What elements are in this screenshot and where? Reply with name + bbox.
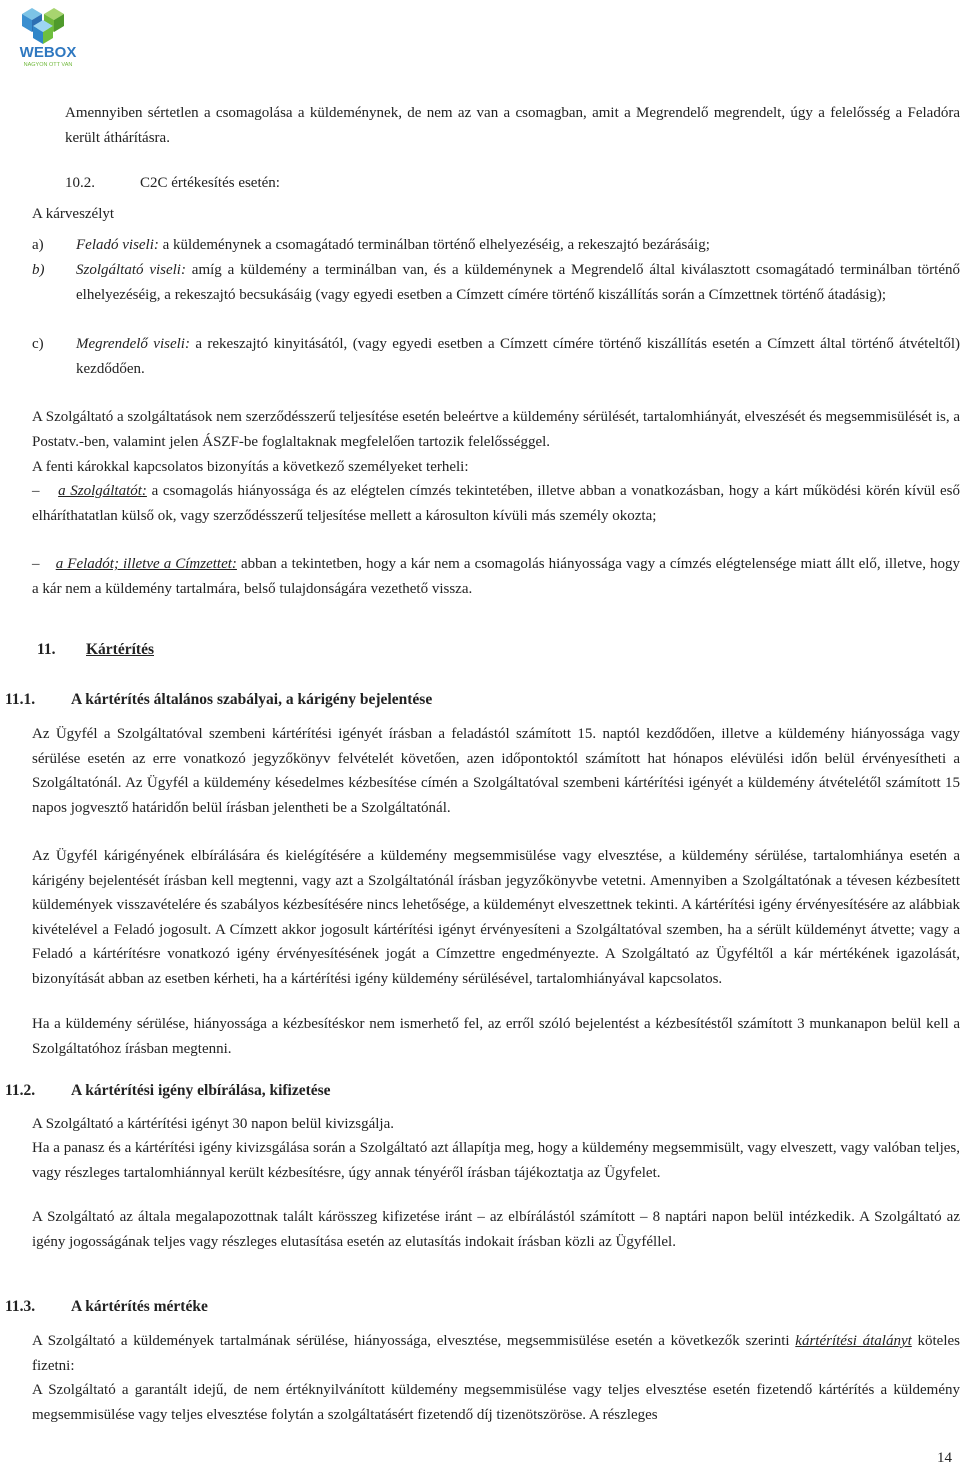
paragraph-tail: köteles fizetni: (32, 1333, 960, 1374)
dash-item-felado (32, 552, 960, 601)
list-item-text: amíg a küldemény a terminálban van, és a küldeménynek a Megrendelő által kiválasztott csomagátadó terminálban történő elhelyezéséig, a rekeszajtó becsukásáig (vagy egyedi esetben a Címzett címére történő kiszállítás során a Címzettnek történő átadásig); (76, 262, 960, 303)
paragraph-11-3-a (32, 1329, 960, 1378)
dash-item-lead: a Feladót; illetve a Címzettet: (55, 556, 237, 572)
paragraph-text: A Szolgáltató a küldemények tartalmának sérülése, hiányossága, elvesztése, megsemmisülése esetén a következők szerinti (32, 1333, 796, 1349)
list-item-label: a) (32, 237, 44, 253)
paragraph-11-1-c: Ha a küldemény sérülése, hiányossága a kézbesítéskor nem ismerhető fel, az erről szóló bejelentést a kézbesítéstől számított 3 munkanapon belül kell a Szolgáltatóhoz írásban megtenni. (32, 1016, 960, 1057)
dash-icon: – (32, 483, 40, 499)
paragraph-bizonyitas: A fenti károkkal kapcsolatos bizonyítás a következő személyeket terheli: (32, 459, 469, 475)
paragraph-lead: kártérítési átalányt (795, 1333, 912, 1349)
list-item-a (32, 233, 960, 258)
dash-item-text: abban a tekintetben, hogy a kár nem a csomagolás hiányossága vagy a címzés elégtelensége miatt állt elő, illetve, hogy a kár nem a küldemény tartalmára, belső tulajdonságára vezethető vissza. (32, 556, 960, 597)
page-number: 14 (937, 1450, 952, 1466)
paragraph-11-2-c: A Szolgáltató az általa megalapozottnak talált kárösszeg kifizetése iránt – az elbírálástól számított – 8 naptári napon belül intézkedik. A Szolgáltató az igény jogosságának teljes vagy részleges elutasítása esetén az elutasítás indokait írásban közli az Ügyféllel. (32, 1209, 960, 1250)
section-11-number: 11. (37, 641, 56, 658)
list-item-text: a rekeszajtó kinyitásától, (vagy egyedi esetben a Címzett címére történő kiszállítás esetén a Címzett által történő átvételtől) kezdődően. (76, 336, 960, 377)
section-11-3-title: A kártérítés mértéke (71, 1298, 208, 1315)
logo-tagline: NAGYON OTT VAN (23, 62, 73, 68)
dash-item-text: a csomagolás hiányossága és az elégtelen címzés tekintetében, illetve abban a vonatkozásban, hogy a kárt működési körén kívül eső elháríthatatlan külső ok, vagy szerződésszerű teljesítése mellett a károsulton kívüli más személy okozta; (32, 483, 960, 524)
webox-logo (8, 4, 88, 68)
list-item-c (32, 332, 960, 381)
section-11-1-number: 11.1. (5, 691, 36, 708)
karveszely-label: A kárveszélyt (32, 206, 115, 222)
paragraph-11-2-a: A Szolgáltató a kártérítési igényt 30 napon belül kivizsgálja. (32, 1116, 394, 1132)
list-item-label: c) (32, 336, 44, 352)
section-11-2-number: 11.2. (5, 1082, 36, 1099)
list-item-label: b) (32, 262, 45, 278)
paragraph-11-2-b: Ha a panasz és a kártérítési igény kivizsgálása során a Szolgáltató azt állapítja meg, hogy a küldemény megsemmisült, vagy elveszett, vagy valóban teljes, vagy részleges tartalomhiánnyal került kézbesítésre, úgy annak tényéről írásban tájékoztatja az Ügyfelet. (32, 1140, 960, 1181)
paragraph-11-1-a: Az Ügyfél a Szolgáltatóval szembeni kártérítési igényét írásban a feladástól számított 15. naptól kezdődően, illetve a küldemény hiányossága vagy sérülése esetén az erre vonatkozó jegyzőkönyv felvételét követően, azen időpontoktól számított hat hónapos elévülési időn belül érvényesítheti a Szolgáltatónál. Az Ügyfél a küldemény késedelmes kézbesítése címén a Szolgáltatóval szembeni kártérítési igényét a küldemény átvételétől számított 15 napos jogvesztő határidőn belül írásban jelentheti be a Szolgáltatónál. (32, 726, 960, 816)
list-item-lead: Feladó viseli: (76, 237, 159, 253)
dash-item-lead: a Szolgáltatót: (58, 483, 147, 499)
paragraph-11-1-b: Az Ügyfél kárigényének elbírálására és kielégítésére a küldemény megsemmisülése vagy elvesztése, a küldemény sérülése, tartalomhiánya esetén a kárigény bejelentését írásban kell megtenni, vagy azt a Szolgáltatónál írásban jegyzőkönyvbe vetetni. Amennyiben a Szolgáltatónak a tévesen kézbesített küldemények visszavételére és szabályos kézbesítésére nincs lehetősége, a küldeményt elveszettnek tekinti. A kártérítési igény érvényesítésére az alábbiak kivételével a Feladó jogosult. A Címzett akkor jogosult kártérítési igényt érvényesíteni a Szolgáltatóval szemben, ha a sérült küldeményt átvette; vagy a Feladó a kártérítésre vonatkozó igény érvényesítésének jogát a Címzettre engedményezte. A Szolgáltató az Ügyféltől a kár mértékének igazolását, bizonyítását abban az esetben kérheti, ha a kártérítési igény küldemény sérülésével, tartalomhiányával kapcsolatos. (32, 848, 960, 987)
logo-cubes-icon (22, 8, 64, 44)
section-11-title: Kártérítés (86, 641, 154, 658)
list-item-lead: Megrendelő viseli: (76, 336, 190, 352)
section-10-2-number: 10.2. (65, 175, 95, 191)
dash-icon: – (32, 556, 40, 572)
logo-text: WEBOX (19, 44, 77, 61)
dash-item-szolgaltato (32, 479, 960, 528)
section-11-2-title: A kártérítési igény elbírálása, kifizetése (71, 1082, 331, 1099)
section-11-1-title: A kártérítés általános szabályai, a kárigény bejelentése (71, 691, 433, 708)
section-10-2-title: C2C értékesítés esetén: (140, 175, 280, 191)
paragraph-szolgaltato-felelosseg: A Szolgáltató a szolgáltatások nem szerződésszerű teljesítése esetén beleértve a küldemény sérülését, tartalomhiányát, elveszését és megsemmisülését is, a Postatv.-ben, valamint jelen ÁSZF-be foglaltaknak megfelelően tartozik felelősséggel. (32, 409, 960, 450)
section-11-3-number: 11.3. (5, 1298, 36, 1315)
list-item-b (32, 258, 960, 307)
list-item-lead: Szolgáltató viseli: (76, 262, 186, 278)
intro-paragraph: Amennyiben sértetlen a csomagolása a küldeménynek, de nem az van a csomagban, amit a Megrendelő megrendelt, úgy a felelősség a Feladóra került áthárításra. (65, 105, 960, 146)
paragraph-11-3-b: A Szolgáltató a garantált idejű, de nem értéknyilvánított küldemény megsemmisülése vagy teljes elvesztése esetén fizetendő kártérítés a küldemény megsemmisülése vagy teljes elvesztése folytán a szolgáltatásért fizetendő díj tizenötszöröse. A részleges (32, 1382, 960, 1423)
list-item-text: a küldeménynek a csomagátadó terminálban történő elhelyezéséig, a rekeszajtó bezárásáig; (158, 237, 710, 253)
